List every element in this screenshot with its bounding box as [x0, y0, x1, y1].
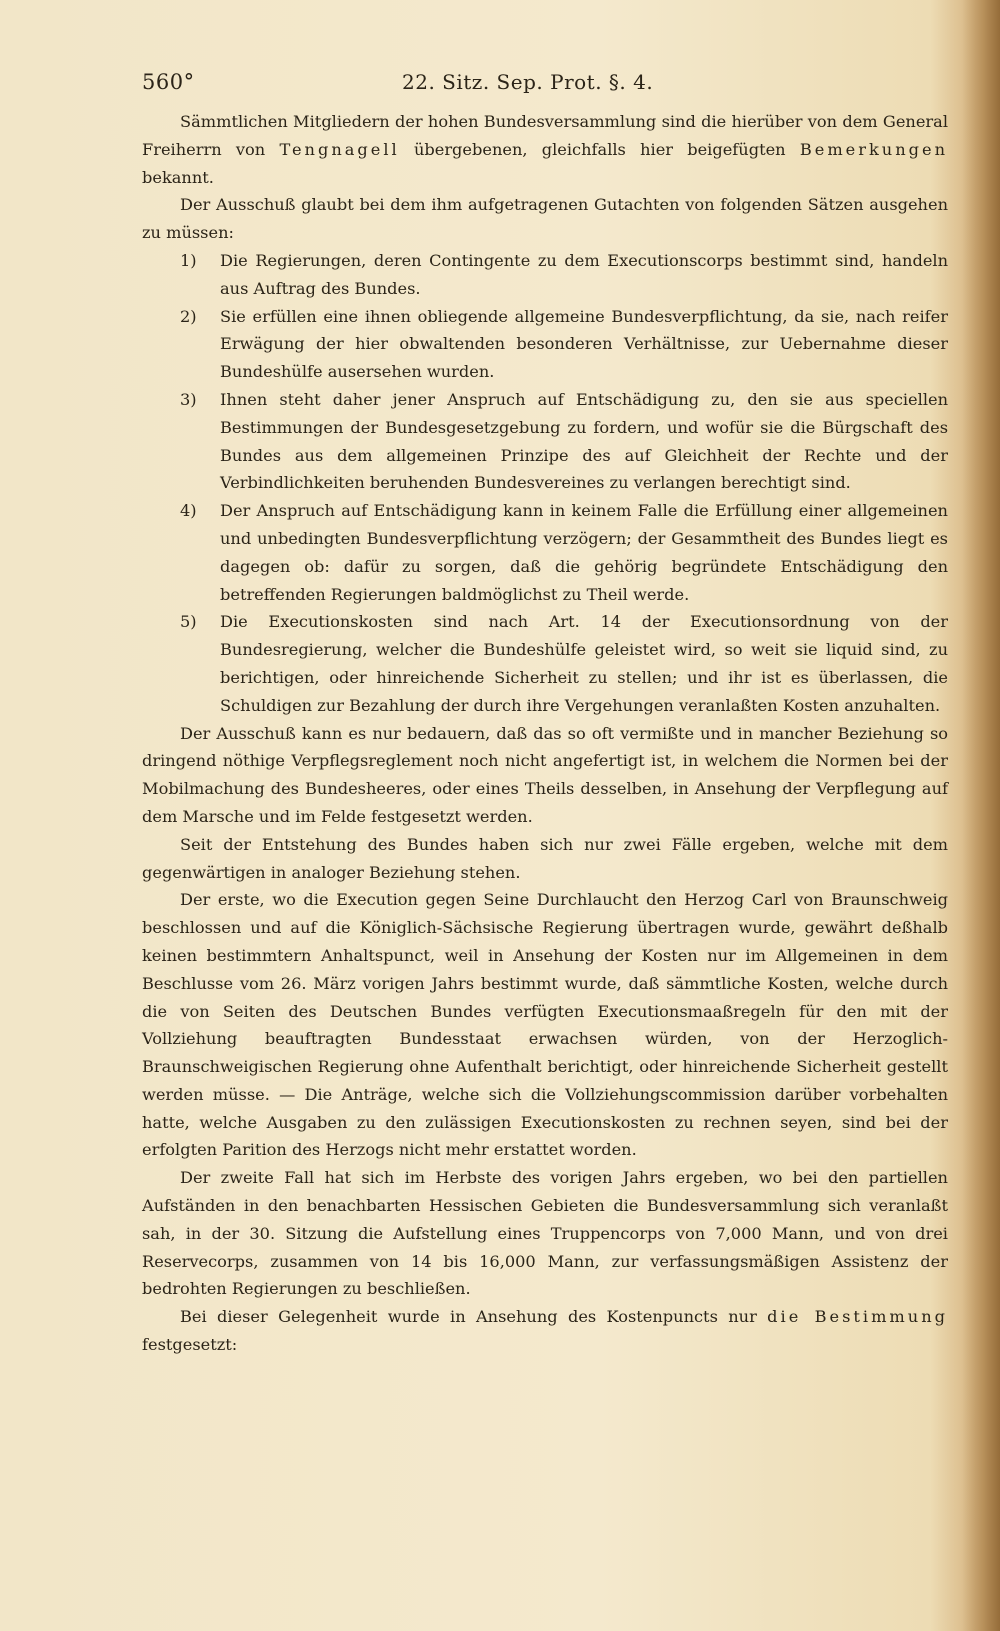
list-item-text: Die Regierungen, deren Contingente zu dem Executionscorps bestimmt sind, handeln aus Auftrag des Bundes. — [220, 250, 948, 298]
list-item-text: Sie erfüllen eine ihnen obliegende allgemeine Bundesverpflichtung, da sie, nach reifer Erwägung der hier obwaltenden besonderen Verhältnisse, zur Uebernahme dieser Bundeshülfe ausersehen wurden. — [220, 306, 948, 382]
list-item — [142, 303, 948, 386]
spaced-name: Tengnagell — [279, 139, 400, 159]
paragraph: Der Ausschuß glaubt bei dem ihm aufgetragenen Gutachten von folgenden Sätzen ausgehen zu müssen: — [142, 195, 948, 243]
list-item-text: Die Executionskosten sind nach Art. 14 der Executionsordnung von der Bundesregierung, welcher die Bundeshülfe geleistet wird, so weit sie liquid sind, zu berichtigen, oder hinreichende Sicherheit zu stellen; und ihr ist es überlassen, die Schuldigen zur Bezahlung der durch ihre Vergehungen veranlaßten Kosten anzuhalten. — [220, 612, 948, 715]
spaced-term: Bemerkungen — [799, 139, 949, 159]
paragraph-text: Bei dieser Gelegenheit wurde in Ansehung des Kostenpuncts nur — [180, 1307, 768, 1327]
page-header — [142, 70, 948, 96]
list-item — [142, 497, 948, 608]
paragraph: Der Ausschuß kann es nur bedauern, daß das so oft vermißte und in mancher Beziehung so dringend nöthige Verpflegsreglement noch nicht angefertigt ist, in welchem die Normen bei der Mobilmachung des Bundesheeres, oder eines Theils desselben, in Ansehung der Verpflegung auf dem Marsche und im Felde festgesetzt werden. — [142, 723, 948, 826]
paragraph-text: bekannt. — [142, 167, 214, 187]
page-number: 560° — [142, 70, 195, 94]
paragraph: Der zweite Fall hat sich im Herbste des vorigen Jahrs ergeben, wo bei den partiellen Aufständen in den benachbarten Hessischen Gebieten die Bundesversammlung sich veranlaßt sah, in der 30. Sitzung die Aufstellung eines Truppencorps von 7,000 Mann, und von drei Reservecorps, zusammen von 14 bis 16,000 Mann, zur verfassungsmäßigen Assistenz der bedrohten Regierungen zu beschließen. — [142, 1168, 948, 1299]
list-item-text: Ihnen steht daher jener Anspruch auf Entschädigung zu, den sie aus speciellen Bestimmungen der Bundesgesetzgebung zu fordern, und wofür sie die Bürgschaft des Bundes aus dem allgemeinen Prinzipe des auf Gleichheit der Rechte und der Verbindlichkeiten beruhenden Bundesvereines zu verlangen berechtigt sind. — [220, 389, 948, 493]
paragraph-text: übergebenen, gleichfalls hier beigefügten — [399, 139, 800, 159]
list-item — [142, 247, 948, 303]
list-item-number: 3) — [180, 389, 197, 409]
paragraph-text: festgesetzt: — [142, 1335, 238, 1355]
list-item-number: 2) — [180, 306, 197, 326]
paragraph: Seit der Entstehung des Bundes haben sich nur zwei Fälle ergeben, welche mit dem gegenwärtigen in analoger Beziehung stehen. — [142, 834, 948, 882]
list-item — [142, 386, 948, 497]
list-item-number: 4) — [180, 501, 197, 521]
running-title: 22. Sitz. Sep. Prot. §. 4. — [402, 70, 654, 94]
list-item-number: 5) — [180, 612, 197, 632]
list-item — [142, 608, 948, 719]
paragraph-text: Sämmtlichen Mitgliedern der hohen Bundesversammlung sind die hierüber von dem General Freiherrn von — [142, 112, 948, 159]
paragraph: Der erste, wo die Execution gegen Seine Durchlaucht den Herzog Carl von Braunschweig beschlossen und auf die Königlich-Sächsische Regierung übertragen wurde, gewährt deßhalb keinen bestimmtern Anhaltspunct, weil in Ansehung der Kosten nur im Allgemeinen in dem Beschlusse vom 26. März vorigen Jahrs bestimmt wurde, daß sämmtliche Kosten, welche durch die von Seiten des Deutschen Bundes verfügten Executionsmaaßregeln für den mit der Vollziehung beauftragten Bundesstaat erwachsen würden, von der Herzoglich-Braunschweigischen Regierung ohne Aufenthalt berichtigt, oder hinreichende Sicherheit gestellt werden müsse. — Die Anträge, welche sich die Vollziehungscommission darüber vorbehalten hatte, welche Ausgaben zu den zulässigen Executionskosten zu rechnen seyen, sind bei der erfolgten Parition des Herzogs nicht mehr erstattet worden. — [142, 890, 948, 1160]
page-body — [142, 108, 948, 1359]
spaced-term: die Bestimmung — [767, 1307, 948, 1327]
list-item-text: Der Anspruch auf Entschädigung kann in keinem Falle die Erfüllung einer allgemeinen und unbedingten Bundesverpflichtung verzögern; der Gesammtheit des Bundes liegt es dagegen ob: dafür zu sorgen, daß die gehörig begründete Entschädigung den betreffenden Regierungen baldmöglichst zu Theil werde. — [220, 501, 948, 604]
list-item-number: 1) — [180, 250, 197, 270]
paragraph — [142, 1303, 948, 1359]
numbered-list — [142, 247, 948, 720]
paragraph — [142, 108, 948, 191]
page-edge-shadow — [962, 0, 1000, 1631]
